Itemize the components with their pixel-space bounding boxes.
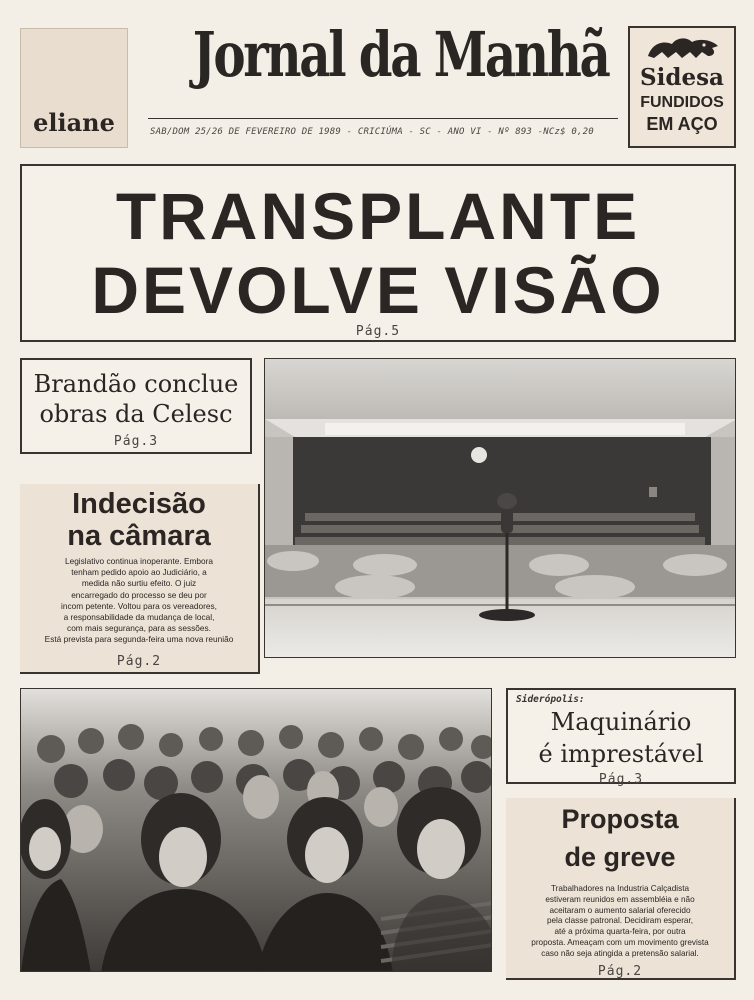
body-line: até a próxima quarta-feira, por outra — [554, 927, 686, 937]
sidesa-tagline-1: FUNDIDOS — [640, 94, 724, 111]
body-line: aceitaram o aumento salarial oferecido — [549, 905, 691, 915]
brandao-headline-line2: obras da Celesc — [39, 400, 233, 428]
body-line: medida não surtiu efeito. O juiz — [81, 578, 197, 589]
sideropolis-story-box — [506, 688, 736, 787]
main-headline-line2: DEVOLVE VISÃO — [91, 253, 665, 327]
indecisao-headline-line1: Indecisão — [72, 488, 206, 520]
proposta-page-ref: Pág.2 — [597, 964, 643, 979]
body-line: caso não seja atingida a pretensão salarial. — [541, 948, 699, 958]
main-headline-page-ref: Pág.5 — [355, 324, 401, 339]
indecisao-page-ref: Pág.2 — [116, 654, 162, 669]
main-headline-line1: TRANSPLANTE — [115, 179, 641, 253]
proposta-headline-line2: de greve — [564, 842, 676, 872]
sideropolis-page-ref: Pág.3 — [598, 772, 644, 787]
crowd-photo-image — [21, 689, 492, 972]
body-line: a responsabilidade da mudança de local, — [63, 612, 215, 623]
indecisao-body — [20, 556, 258, 646]
dragon-logo-icon — [642, 34, 724, 64]
brandao-headline-line1: Brandão conclue — [33, 370, 239, 398]
chamber-photo-image — [265, 359, 736, 658]
brandao-story-box — [20, 358, 252, 454]
eliane-ad — [20, 28, 128, 148]
sideropolis-headline-line1: Maquinário — [550, 708, 692, 736]
sideropolis-headline-line2: é imprestável — [538, 740, 704, 768]
newspaper-title: Jornal da Manhã — [192, 18, 609, 91]
body-line: Está prevista para segunda-feira uma nova reunião — [44, 634, 234, 645]
body-line: com mais segurança, para as sessões. — [67, 623, 211, 634]
indecisao-headline-line2: na câmara — [67, 520, 211, 552]
body-line: incom petente. Voltou para os vereadores, — [61, 600, 217, 611]
masthead-rule — [148, 118, 618, 119]
body-line: Trabalhadores na Industria Calçadista — [550, 884, 690, 893]
chamber-photo — [264, 358, 736, 658]
proposta-story-box — [506, 798, 736, 980]
body-line: pela classe patronal. Decidiram esperar, — [546, 916, 694, 926]
proposta-headline-line1: Proposta — [561, 804, 679, 834]
eliane-logo: eliane — [33, 108, 115, 137]
body-line: Legislativo continua inoperante. Embora — [64, 556, 214, 566]
sideropolis-kicker: Siderópolis: — [516, 694, 585, 705]
brandao-page-ref: Pág.3 — [113, 434, 159, 449]
body-line: encarregado do processo se deu por — [71, 589, 207, 600]
main-headline-box — [20, 164, 736, 342]
body-line: estiveram reunidos em assembléia e não — [545, 894, 695, 904]
sidesa-brand: Sidesa — [640, 64, 724, 91]
proposta-body — [506, 884, 734, 960]
sidesa-ad — [628, 26, 736, 148]
indecisao-story-box — [20, 484, 260, 674]
dateline: SAB/DOM 25/26 DE FEVEREIRO DE 1989 - CRICIÚMA - SC - ANO VI - Nº 893 -NCz$ 0,20 — [150, 127, 594, 137]
body-line: tenham pedido apoio ao Judiciário, a — [71, 567, 207, 578]
crowd-photo — [20, 688, 492, 972]
body-line: proposta. Ameaçam com um movimento grevista — [531, 937, 709, 947]
sidesa-tagline-2: EM AÇO — [646, 114, 718, 134]
